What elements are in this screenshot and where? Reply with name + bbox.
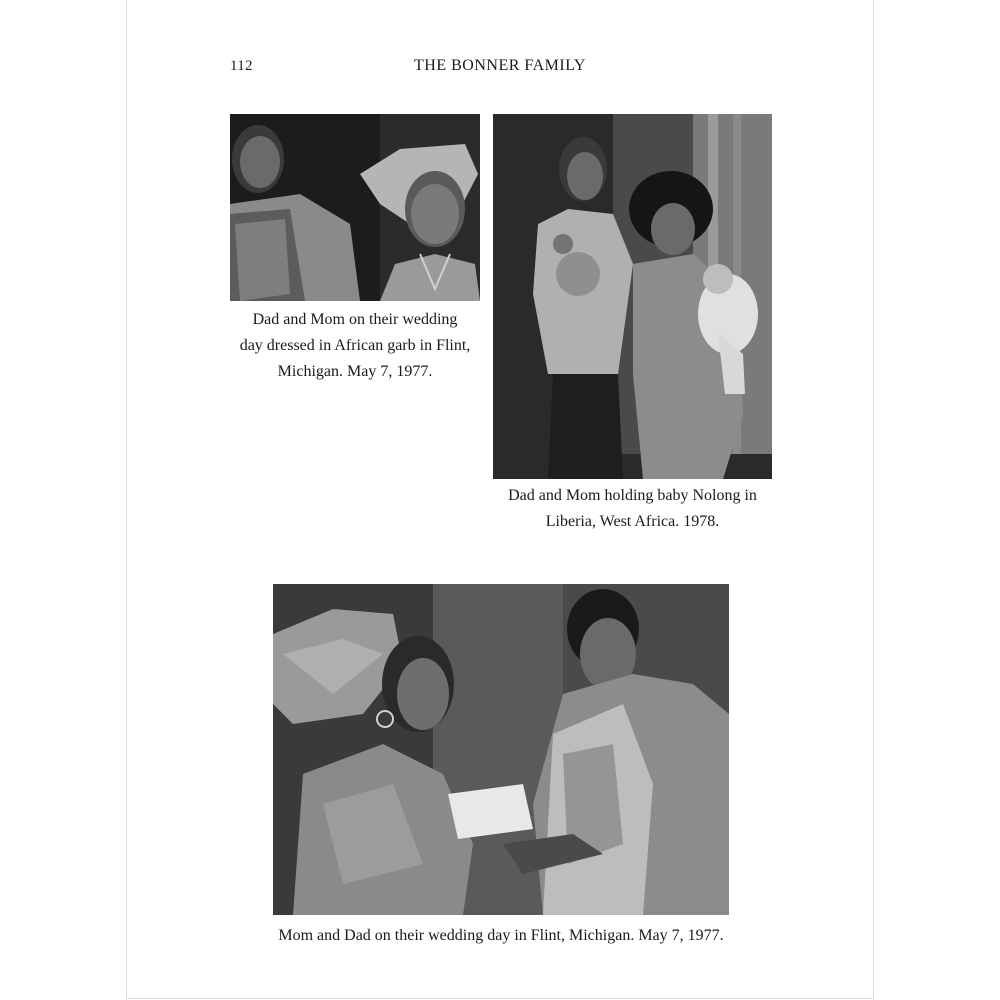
photo-wedding-day-caption [227,923,775,949]
caption-line: Mom and Dad on their wedding day in Flint, Michigan. May 7, 1977. [278,927,724,944]
caption-line: day dressed in African garb in Flint, [239,337,471,354]
page-number: 112 [230,58,253,74]
caption-line: Liberia, West Africa. 1978. [545,513,720,530]
photo-holding-baby [493,114,772,479]
photo-wedding-day [273,584,729,915]
book-page [126,0,874,999]
caption-line: Dad and Mom holding baby Nolong in [508,487,757,504]
photo-wedding-portrait-caption [230,307,480,385]
caption-line: Michigan. May 7, 1977. [277,363,433,380]
running-head-title: THE BONNER FAMILY [414,57,586,74]
photo-wedding-day-image [273,584,729,915]
caption-line: Dad and Mom on their wedding [252,311,458,328]
photo-holding-baby-image [493,114,772,479]
photo-holding-baby-caption [493,483,772,535]
photo-wedding-portrait [230,114,480,301]
photo-wedding-portrait-image [230,114,480,301]
